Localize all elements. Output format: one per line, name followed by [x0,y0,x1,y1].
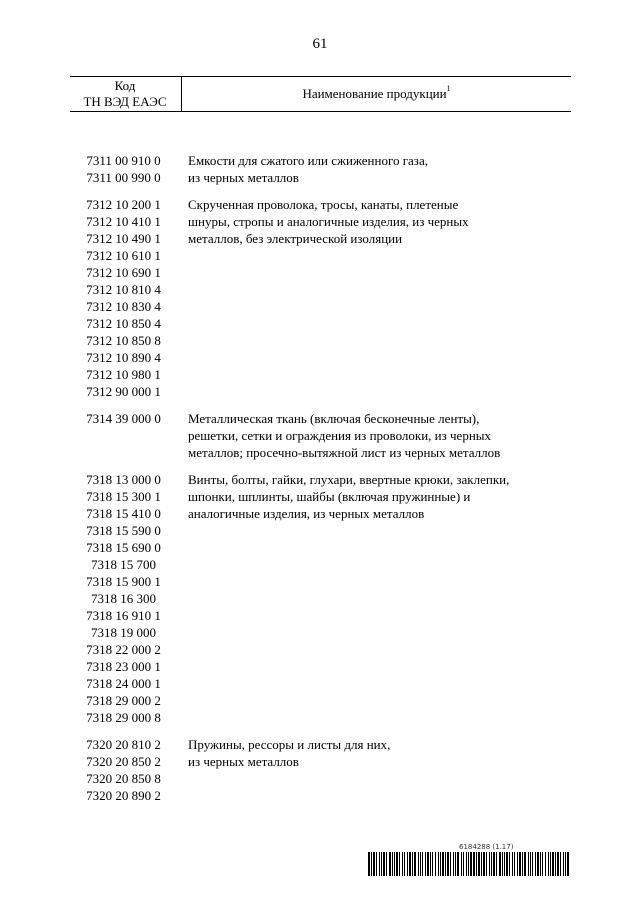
hs-code: 7318 15 690 0 [86,540,161,555]
hs-code: 7318 19 000 [91,625,156,640]
hs-code: 7318 15 700 [91,557,156,572]
barcode-bar [567,852,569,876]
hs-code: 7312 10 890 4 [86,350,161,365]
product-description-line: металлов, без электрической изоляции [188,231,403,246]
product-group [70,196,571,400]
hs-code: 7312 10 810 4 [86,282,161,297]
hs-code-list [70,471,177,726]
table-header-top-rule [70,76,571,77]
hs-code: 7318 15 900 1 [86,574,161,589]
product-description [177,471,567,726]
hs-code: 7312 10 830 4 [86,299,161,314]
column-header-code-line1: Код [114,78,136,93]
product-group [70,471,571,726]
hs-code-list [70,152,177,186]
page-number: 61 [312,36,328,52]
product-description-line: Пружины, рессоры и листы для них, [188,737,391,752]
hs-code: 7320 20 850 8 [86,771,161,786]
hs-code: 7318 29 000 8 [86,710,161,725]
hs-code: 7312 10 410 1 [86,214,161,229]
product-description-line: Емкости для сжатого или сжиженного газа, [188,153,428,168]
hs-code: 7312 10 850 4 [86,316,161,331]
hs-code-list [70,736,177,804]
product-description [177,196,567,400]
product-description-line: Металлическая ткань (включая бесконечные ленты), [188,411,480,426]
column-header-code [70,78,180,110]
hs-code: 7318 16 910 1 [86,608,161,623]
hs-code: 7318 29 000 2 [86,693,161,708]
hs-code: 7312 10 200 1 [86,197,161,212]
hs-code: 7314 39 000 0 [86,411,161,426]
hs-code: 7320 20 810 2 [86,737,161,752]
hs-code-list [70,196,177,400]
barcode-label: 6184288 (1.17) [459,843,514,851]
hs-code: 7312 10 690 1 [86,265,161,280]
product-group [70,736,571,804]
hs-code: 7320 20 890 2 [86,788,161,803]
product-description [177,152,567,186]
table-header-bottom-rule [70,111,571,112]
hs-code: 7311 00 910 0 [86,153,161,168]
footnote-marker: 1 [446,84,451,93]
hs-code: 7318 15 410 0 [86,506,161,521]
product-description [177,410,567,461]
hs-code: 7312 10 850 8 [86,333,161,348]
product-description [177,736,567,804]
hs-code: 7318 15 590 0 [86,523,161,538]
product-group [70,410,571,461]
hs-code: 7312 10 980 1 [86,367,161,382]
hs-code: 7312 10 610 1 [86,248,161,263]
product-description-line: шнуры, стропы и аналогичные изделия, из черных [188,214,469,229]
product-description-line: Винты, болты, гайки, глухари, ввертные крюки, заклепки, [188,472,510,487]
product-description-line: из черных металлов [188,754,299,769]
hs-code: 7311 00 990 0 [86,170,161,185]
product-description-line: аналогичные изделия, из черных металлов [188,506,425,521]
product-description-line: металлов; просечно-вытяжной лист из черных металлов [188,445,501,460]
product-description-line: решетки, сетки и ограждения из проволоки, из черных [188,428,492,443]
column-header-name-text: Наименование продукции [302,86,447,101]
hs-code: 7312 10 490 1 [86,231,161,246]
product-description-line: из черных металлов [188,170,299,185]
hs-code: 7318 13 000 0 [86,472,161,487]
hs-code: 7312 90 000 1 [86,384,161,399]
hs-code: 7318 23 000 1 [86,659,161,674]
product-group [70,152,571,186]
product-table-body [70,152,571,814]
column-header-code-line2: ТН ВЭД ЕАЭС [83,94,167,109]
column-header-name [182,86,571,102]
product-description-line: Скрученная проволока, тросы, канаты, плетеные [188,197,459,212]
hs-code: 7318 16 300 [91,591,156,606]
hs-code-list [70,410,177,461]
hs-code: 7318 15 300 1 [86,489,161,504]
barcode [368,852,571,876]
hs-code: 7318 24 000 1 [86,676,161,691]
product-description-line: шпонки, шплинты, шайбы (включая пружинные) и [188,489,471,504]
hs-code: 7320 20 850 2 [86,754,161,769]
hs-code: 7318 22 000 2 [86,642,161,657]
